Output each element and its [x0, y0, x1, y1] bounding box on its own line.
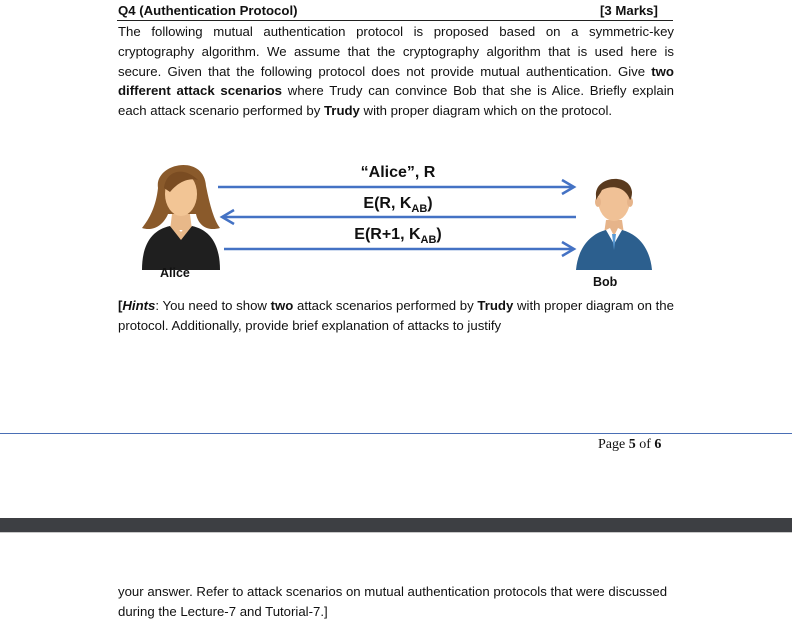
arrow-1-alice-to-bob	[218, 180, 574, 194]
hints-paragraph	[118, 296, 674, 336]
hints-text-1: : You need to show	[155, 298, 271, 313]
message-3-close: )	[436, 226, 442, 243]
intro-text-3: with proper diagram which on the protocol.	[359, 103, 613, 119]
footer-rule	[0, 433, 792, 434]
alice-label: Alice	[160, 266, 190, 280]
message-3-subscript: AB	[420, 234, 437, 247]
message-2-label	[298, 195, 498, 215]
title-underline	[117, 20, 673, 21]
message-2-close: )	[427, 195, 433, 212]
message-1-label: “Alice”, R	[360, 164, 436, 181]
hints-text-2: attack scenarios performed by	[293, 298, 478, 313]
question-title: Q4 (Authentication Protocol)	[118, 3, 298, 18]
message-2-main: E(R, K	[363, 195, 412, 212]
page-break-shadow	[0, 532, 792, 533]
hints-open-bracket: [	[118, 298, 123, 313]
intro-bold-trudy: Trudy	[323, 103, 360, 119]
intro-text-1: The following mutual authentication protocol is proposed based on a symmetric-key cryptography algorithm. We assume that the cryptography algorithm that is used here is secure. Given that the following protocol does not provide mutual authentication. Give	[118, 24, 674, 79]
page-number	[598, 437, 661, 453]
page-total: 6	[654, 437, 662, 452]
hints-bold-trudy: Trudy	[477, 298, 514, 313]
page-of: of	[635, 437, 655, 452]
page-prefix: Page	[598, 437, 629, 452]
message-3-label	[298, 226, 498, 246]
hints-label: Hints	[122, 298, 156, 313]
intro-text-2: where Trudy can convince Bob that she is Alice. Briefly explain each attack scenario performed by	[118, 83, 674, 119]
message-3-main: E(R+1, K	[354, 226, 421, 243]
page-break-bar	[0, 518, 792, 532]
hints-text-3: with proper diagram on the protocol. Additionally, provide brief explanation of attacks to justify	[118, 298, 674, 333]
message-arrows	[210, 175, 590, 265]
page-current: 5	[628, 437, 636, 452]
bob-label: Bob	[593, 275, 618, 289]
intro-bold-attacks: two different attack scenarios	[118, 63, 674, 99]
hints-continuation: your answer. Refer to attack scenarios on mutual authentication protocols that were discussed during the Lecture-7 and Tutorial-7.]	[118, 584, 668, 619]
hints-bold-two: two	[270, 298, 294, 313]
question-intro	[118, 22, 674, 121]
question-marks: [3 Marks]	[600, 3, 658, 18]
message-2-subscript: AB	[411, 203, 428, 216]
